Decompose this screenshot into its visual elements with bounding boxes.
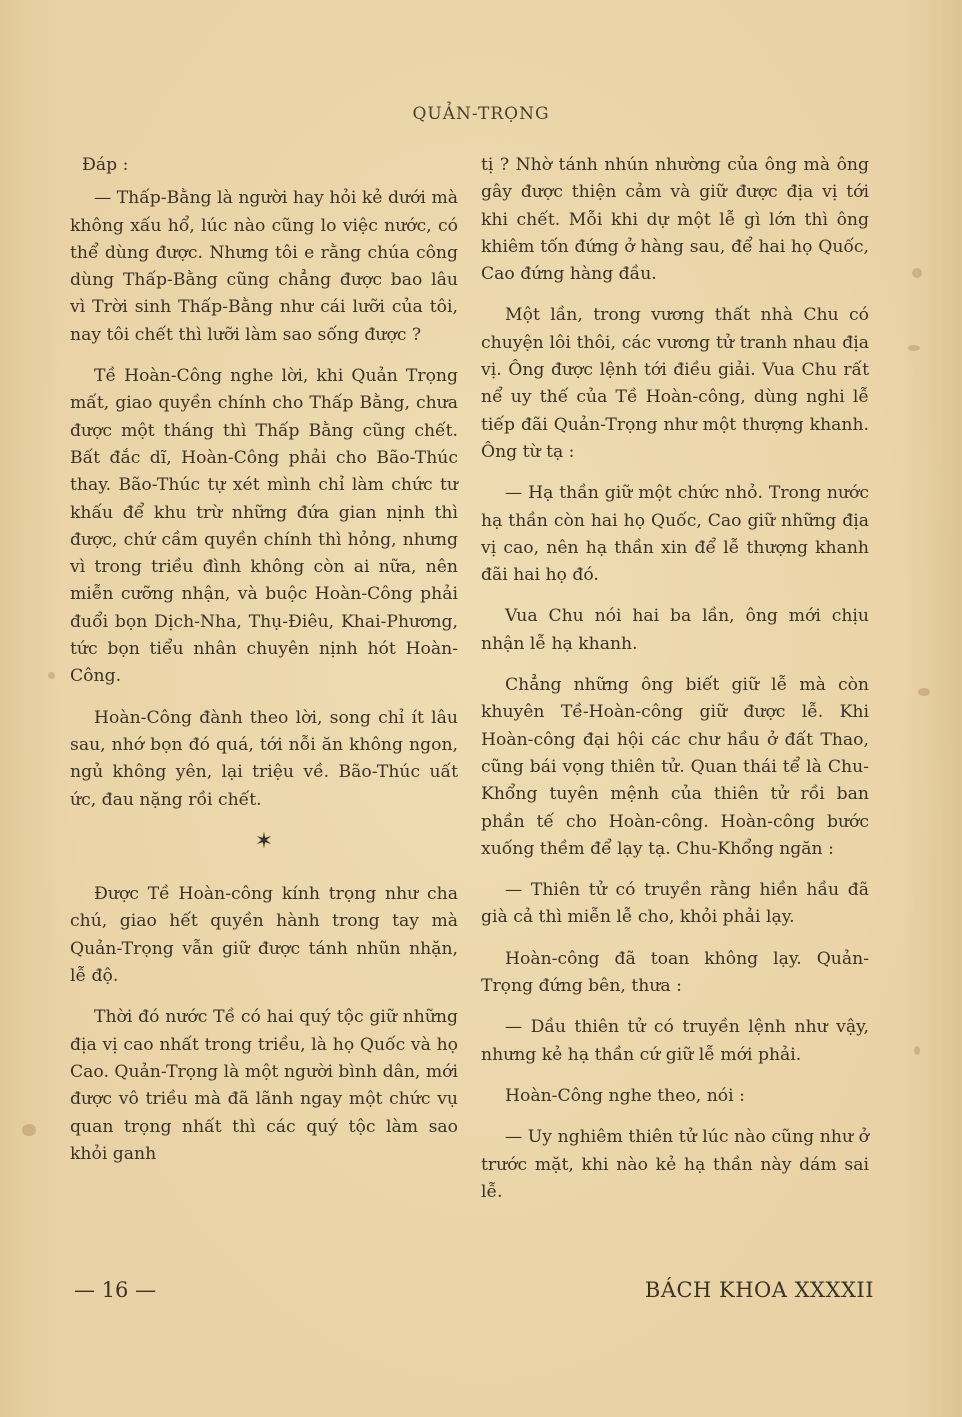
answer-label: Đáp : bbox=[82, 155, 129, 175]
stain bbox=[918, 688, 930, 696]
stain bbox=[912, 268, 922, 278]
paragraph: Tề Hoàn-Công nghe lời, khi Quản Trọng mất, giao quyền chính cho Thấp Bằng, chưa được một tháng thì Thấp Bằng cũng chết. Bất đắc dĩ, Hoàn-Công phải cho Bão-Thúc thay. Bão-Thúc tự xét mình chỉ làm chức tư khấu để khu trừ những đứa gian nịnh thì được, chứ cầm quyền chính thì hỏng, nhưng vì trong triều đình không còn ai nữa, nên miễn cưỡng nhận, và buộc Hoàn-Công phải đuổi bọn Dịch-Nha, Thụ-Điêu, Khai-Phương, tức bọn tiểu nhân chuyên nịnh hót Hoàn-Công. bbox=[70, 366, 458, 687]
paragraph: Chẳng những ông biết giữ lễ mà còn khuyên Tề-Hoàn-công giữ được lễ. Khi Hoàn-công đại hội các chư hầu ở đất Thao, cũng bái vọng thiên tử. Quan thái tể là Chu-Khổng tuyên mệnh của thiên tử rồi ban phần tế cho Hoàn-công. Hoàn-công bước xuống thềm để lạy tạ. Chu-Khổng ngăn : bbox=[481, 675, 869, 859]
stain bbox=[914, 1046, 920, 1055]
publication-name: BÁCH KHOA XXXXII bbox=[644, 1278, 874, 1302]
paragraph: Vua Chu nói hai ba lần, ông mới chịu nhận lễ hạ khanh. bbox=[481, 606, 869, 654]
stain bbox=[48, 672, 55, 679]
paragraph: Hoàn-Công nghe theo, nói : bbox=[505, 1085, 745, 1106]
paragraph: — Hạ thần giữ một chức nhỏ. Trong nước hạ thần còn hai họ Quốc, Cao giữ những địa vị cao, nên hạ thần xin để lễ thượng khanh đãi hai họ đó. bbox=[481, 483, 869, 586]
paragraph: — Thiên tử có truyền rằng hiền hầu đã già cả thì miễn lễ cho, khỏi phải lạy. bbox=[481, 880, 869, 928]
paragraph: Được Tề Hoàn-công kính trọng như cha chú, giao hết quyền hành trong tay mà Quản-Trọng vẫn giữ được tánh nhũn nhặn, lễ độ. bbox=[70, 884, 458, 987]
stain bbox=[908, 345, 920, 351]
paragraph-continued: tị ? Nhờ tánh nhún nhường của ông mà ông gây được thiện cảm và giữ được địa vị tới khi chết. Mỗi khi dự một lễ gì lớn thì ông khiêm tốn đứng ở hàng sau, để hai họ Quốc, Cao đứng hàng đầu. bbox=[481, 155, 869, 285]
paragraph: — Thấp-Bằng là người hay hỏi kẻ dưới mà không xấu hổ, lúc nào cũng lo việc nước, có thể dùng được. Nhưng tôi e rằng chúa công dùng Thấp-Bằng cũng chẳng được bao lâu vì Trời sinh Thấp-Bằng như cái lưỡi của tôi, nay tôi chết thì lưỡi làm sao sống được ? bbox=[70, 188, 458, 345]
section-divider: ✶ bbox=[254, 828, 274, 854]
stain bbox=[22, 1124, 36, 1136]
paragraph: Hoàn-Công đành theo lời, song chỉ ít lâu sau, nhớ bọn đó quá, tới nỗi ăn không ngon, ngủ không yên, lại triệu về. Bão-Thúc uất ức, đau nặng rồi chết. bbox=[70, 707, 458, 810]
page-number: — 16 — bbox=[74, 1278, 157, 1302]
paragraph: — Uy nghiêm thiên tử lúc nào cũng như ở trước mặt, khi nào kẻ hạ thần này dám sai lễ. bbox=[481, 1127, 869, 1202]
paragraph: Hoàn-công đã toan không lạy. Quản-Trọng đứng bên, thưa : bbox=[481, 948, 869, 997]
running-header: QUẢN-TRỌNG bbox=[412, 104, 550, 124]
right-column bbox=[481, 152, 869, 1220]
paragraph: Một lần, trong vương thất nhà Chu có chuyện lôi thôi, các vương tử tranh nhau địa vị. Ông được lệnh tới điều giải. Vua Chu rất nể uy thế của Tề Hoàn-công, dùng nghi lễ tiếp đãi Quản-Trọng như một thượng khanh. Ông từ tạ : bbox=[481, 305, 869, 462]
left-column bbox=[70, 152, 458, 1182]
paragraph: Thời đó nước Tề có hai quý tộc giữ những địa vị cao nhất trong triều, là họ Quốc và họ Cao. Quản-Trọng là một người bình dân, mới được vô triều mà đã lãnh ngay một chức vụ quan trọng nhất thì các quý tộc làm sao khỏi ganh bbox=[70, 1007, 458, 1164]
paragraph: — Dầu thiên tử có truyền lệnh như vậy, nhưng kẻ hạ thần cứ giữ lễ mới phải. bbox=[481, 1017, 869, 1065]
